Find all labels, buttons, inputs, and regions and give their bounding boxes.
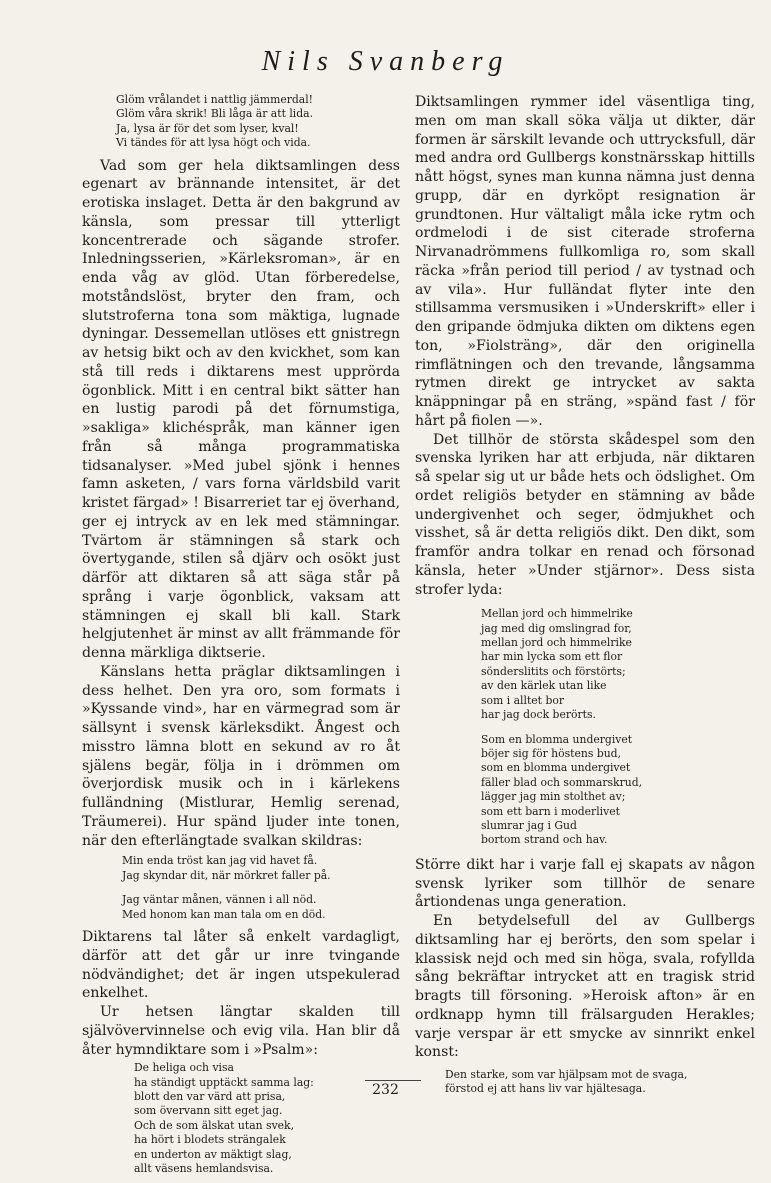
verse-line: mellan jord och himmelrike [481, 636, 632, 650]
paragraph: Vad som ger hela diktsamlingen dess egenart av brännande intensitet, är det erotiska inslaget. Detta är den bakgrund av känsla, som pressar till ytterligt koncentrerade och sägande strofer. Inledningsserien, »Kärleksroman», är en enda våg av glöd. Utan förberedelse, motståndslöst, bryter den fram, och slutstroferna tona som mäktiga, lugnade dyningar. Dessemellan utlöses ett gnistregn av hetsig bikt och av den kvickhet, som kan stå till reds i diktarens mest upprörda ögonblick. Mitt i en central bikt sätter han en lustig parodi på det förnumstiga, »sakliga» klichéspråk, man känner igen från så många programmatiska tidsanalyser. »Med jubel sjönk i hennes famn asketen, / vars forna världsbild varit kristet färgad» ! Bisarreriet tar ej överhand, ger ej intryck av en lek med stämningar. Tvärtom är stämningen så stark och övertygande, stilen så djärv och osökt just därför att diktaren så att säga står på språng i varje ögonblick, vaksam att stämningen ej skall bli kall. Stark helgjutenhet är minst av allt främmande för denna märkliga diktserie. [82, 157, 400, 662]
verse-line: böjer sig för höstens bud, [481, 746, 622, 760]
paragraph: Större dikt har i varje fall ej skapats av någon svensk lyriker som tillhör de senare årtiondenas unga generation. [415, 856, 755, 911]
left-column [82, 93, 400, 1183]
verse-line: Som en blomma undergivet [481, 732, 633, 746]
footer-rule [365, 1080, 421, 1081]
verse-line: Min enda tröst kan jag vid havet få. [122, 854, 318, 868]
verse-line: ha hört i blodets strängalek [134, 1133, 286, 1147]
page-number: 232 [372, 1082, 399, 1098]
verse-line: slumrar jag i Gud [481, 818, 577, 832]
verse-line: förstod ej att hans liv var hjältesaga. [445, 1082, 646, 1096]
verse-line: Jag väntar månen, vännen i all nöd. [122, 893, 317, 907]
verse-line: Glöm vrålandet i nattlig jämmerdal! [116, 93, 314, 106]
verse-line: en underton av mäktigt slag, [134, 1147, 292, 1161]
verse-top [82, 93, 400, 151]
right-column [415, 93, 755, 1103]
verse-line: bortom strand och hav. [481, 833, 608, 847]
verse-line: som övervann sitt eget jag. [134, 1104, 283, 1118]
verse-stanza-1 [415, 607, 755, 722]
verse-line: Den starke, som var hjälpsam mot de svaga, [445, 1068, 688, 1081]
verse-line: ha ständigt upptäckt samma lag: [134, 1075, 314, 1089]
verse-line: av den kärlek utan like [481, 679, 607, 693]
page-header: Nils Svanberg [261, 46, 510, 77]
verse-line: fäller blad och sommarskrud, [481, 775, 643, 789]
verse-line: som i alltet bor [481, 693, 565, 707]
paragraph: Känslans hetta präglar diktsamlingen i dess helhet. Den yra oro, som formats i »Kyssande vind», har en värmegrad som är sällsynt i svensk kärleksdikt. Ångest och misstro lämna blott en sekund av ro åt själens begär, följa in i drömmen om överjordisk musik och in i kärlekens fulländning (Mistlurar, Hemlig serenad, Träumerei). Hur spänd ljuder inte tonen, när den efterlängtade svalkan skildras: [82, 663, 400, 849]
paragraph: Det tillhör de största skådespel som den svenska lyriken har att erbjuda, när diktaren så spelar sig ut ur både hets och ödslighet. Om ordet religiös betyder en stämning av både undergivenhet och seger, ödmjukhet och visshet, så är detta religiös dikt. Den dikt, som framför andra tolkar en renad och försonad känsla, heter »Under stjärnor». Dess sista strofer lyda: [415, 431, 755, 598]
verse-line: allt väsens hemlandsvisa. [134, 1162, 274, 1176]
verse-stanza-2 [415, 733, 755, 848]
verse-mid [82, 854, 400, 922]
verse-line: Glöm våra skrik! Bli låga är att lida. [116, 107, 314, 121]
verse-line: Med honom kan man tala om en död. [122, 907, 326, 921]
paragraph: Diktsamlingen rymmer idel väsentliga ting, men om man skall söka välja ut dikter, där formen är särskilt levande och uttrycksfull, där med andra ord Gullbergs konstnärsskap hittills nått högst, synes man kunna nämna just denna grupp, där en dyrköpt resignation är grundtonen. Hur vältaligt måla icke rytm och ordmelodi i de sist citerade stroferna Nirvanadrömmens fullkomliga ro, som skall räcka »från period till period / av tystnad och av vila». Hur fulländat flyter inte den stillsamma versmusiken i »Underskrift» eller i den gripande ödmjuka dikten om diktens egen ton, »Fiolsträng», där den originella rimflätningen och den trevande, långsamma rytmen direkt ge intrycket av sakta knäppningar på en sträng, »spänd fast / för hårt på fiolen —». [415, 94, 755, 429]
verse-line: Vi tändes för att lysa högt och vida. [116, 136, 311, 150]
verse-line: som en blomma undergivet [481, 761, 631, 775]
verse-line: Mellan jord och himmelrike [481, 607, 633, 621]
verse-line: lägger jag min stolthet av; [481, 790, 626, 804]
paragraph: Diktarens tal låter så enkelt vardagligt, därför att det går ur inre tvingande nödvändighet; det är ingen utspekulerad enkelhet. [82, 929, 400, 1002]
paragraph: En betydelsefull del av Gullbergs diktsamling har ej berörts, den som spelar i klassisk nejd och med sin höga, svala, rofyllda sång bekräftar intrycket att en tragisk strid bragts till försoning. »Heroisk afton» är en ordknapp hymn till frälsarguden Herakles; varje verspar är ett smycke av sinnrikt enkel konst: [415, 913, 755, 1061]
paragraph: Ur hetsen längtar skalden till självövervinnelse och evig vila. Han blir då åter hymndiktare som i »Psalm»: [82, 1004, 400, 1058]
verse-line: blott den var värd att prisa, [134, 1090, 286, 1104]
verse-line: Jag skyndar dit, när mörkret faller på. [122, 868, 331, 882]
verse-line: De heliga och visa [134, 1061, 234, 1075]
verse-bottom [82, 1061, 400, 1176]
verse-line: Och de som älskat utan svek, [134, 1118, 295, 1132]
verse-line: har jag dock berörts. [481, 708, 596, 722]
verse-line: sönderslitits och förstörts; [481, 664, 626, 678]
verse-line: som ett barn i moderlivet [481, 804, 620, 818]
verse-line: jag med dig omslingrad for, [481, 621, 632, 635]
verse-line: Ja, lysa är för det som lyser, kval! [116, 121, 299, 135]
verse-line: har min lycka som ett flor [481, 650, 623, 664]
